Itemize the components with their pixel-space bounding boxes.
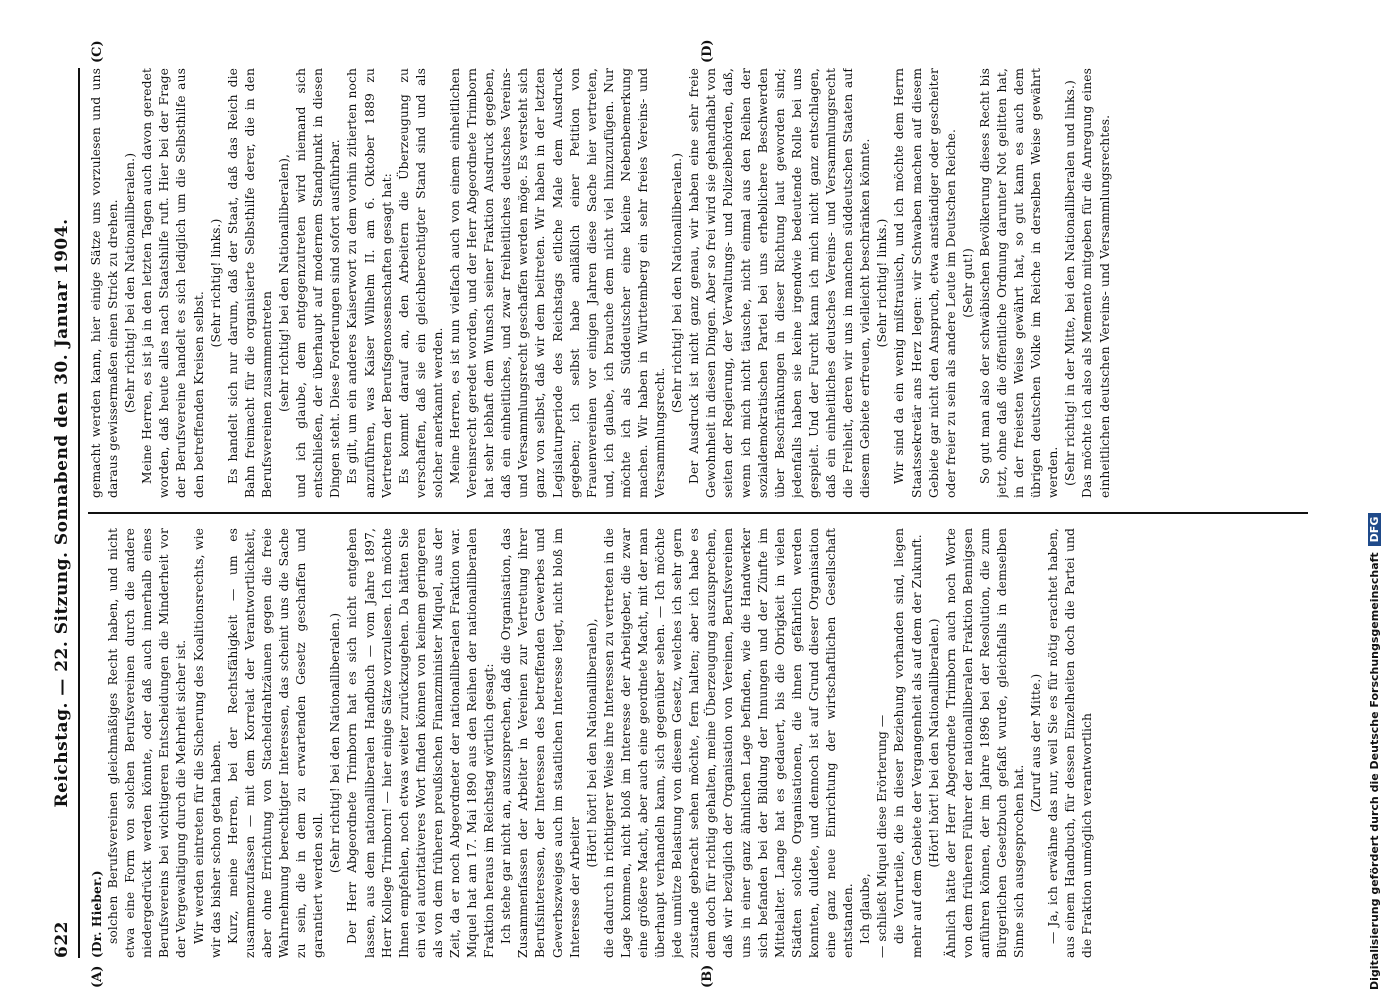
paragraph: Das möchte ich also als Memento mitgeben für die Anregung eines einheitlichen deutschen Vereins- und Versammlungsrechtes. xyxy=(1080,68,1112,498)
interjection: (Zuruf aus der Mitte.) xyxy=(1029,673,1044,813)
paragraph: Meine Herren, es ist nun vielfach auch von einem einheitlichen Vereinsrecht geredet worden, und der Herr Abgeordnete Trimborn hat sehr lebhaft dem Wunsch seiner Fraktion Ausdruck gegeben, daß ein einheitliches, und zwar freiheitliches deutsches Vereins- und Versammlungsrecht geschaffen werden möge. Es versteht sich ganz von selbst, daß wir dem beitreten. Wir haben in der letzten Legislaturperiode des Reichstags etliche Male dem Ausdruck gegeben; ich selbst habe anläßlich einer Petition von Frauenvereinen vor einigen Jahren diese Sache hier vertreten, und, ich glaube, ich brauche dem nicht viel hinzuzufügen. Nur möchte ich als Süddeutscher eine kleine Nebenbemerkung machen. Wir haben in Württemberg ein sehr freies Vereins- und Versammlungsrecht. xyxy=(447,68,668,498)
paragraph: Der Ausdruck ist nicht ganz genau, wir haben eine sehr freie Gewohnheit in diesen Dingen. Aber so frei wird sie gehandhabt von seiten der Regierung, der Verwaltungs- und Polizeibehörden, daß, wenn ich mich nicht täusche, nicht einmal aus den Reihen der sozialdemokratischen Partei bei uns erheblichere Beschwerden über Beschränkungen in dieser Richtung laut geworden sind; jedenfalls haben sie keine irgendwie bedeutende Rolle bei uns gespielt. Und der Furcht kann ich mich nicht ganz entschlagen, daß ein einheitliches deutsches Vereins- und Versammlungsrecht die Freiheit, deren wir uns in manchen süddeutschen Staaten auf diesem Gebiete erfreuen, vielleicht beschränken könnte. xyxy=(687,68,873,498)
right-column xyxy=(88,68,1308,498)
paragraph: So gut man also der schwäbischen Bevölkerung dieses Recht bis jetzt, ohne daß die öffentliche Ordnung darunter Not gelitten hat, in der freiesten Weise gewährt hat, so gut kann es auch dem übrigen deutschen Volke im Reiche in derselben Weise gewährt werden. xyxy=(977,68,1061,498)
interjection: (Hört! hört! bei den Nationalliberalen.) xyxy=(926,618,941,868)
quote: die dadurch in richtigerer Weise ihre Interessen zu vertreten in die Lage kommen, nicht bloß im Interesse der Arbeitgeber, die zwar eine größere Macht, aber auch eine geordnete Macht, mit der man überhaupt verhandeln kann, sich gegenüber sehen. — Ich möchte jede unnütze Belastung von diesem Gesetz, welches ich sehr gern zustande gebracht sehen möchte, fern halten; aber ich habe es dem doch für richtig gehalten, meine Überzeugung auszusprechen, daß wir bezüglich der Organisation von Vereinen, Berufsvereinen uns in einer ganz ähnlichen Lage befinden, wie die Handwerker sich befanden bei der Bildung der Innungen und der Zünfte im Mittelalter. Lange hat es gedauert, bis die Obrigkeit in vielen Städten solche Organisationen, die ihnen gefährlich werden konnten, duldete, und dennoch ist auf Grund dieser Organisation eine ganz neue Einrichtung der wirtschaftlichen Gesellschaft entstanden. xyxy=(601,528,856,958)
interjection: (Sehr gut!) xyxy=(960,248,975,318)
column-divider xyxy=(88,512,1308,514)
marker-b: (B) xyxy=(700,964,715,988)
paragraph: gemacht werden kann, hier einige Sätze uns vorzulesen und uns daraus gewissermaßen einen Strick zu drehen. xyxy=(89,68,121,498)
interjection: (Sehr richtig! in der Mitte, bei den Nationalliberalen und links.) xyxy=(1063,80,1078,486)
page-header xyxy=(50,68,76,958)
marker-a: (A) xyxy=(90,965,105,988)
paragraph: Es gilt, um ein anderes Kaiserwort zu dem vorhin zitierten noch anzuführen, was Kaiser Wilhelm II. am 6. Oktober 1889 zu Vertretern der Berufsgenossenschaften gesagt hat: xyxy=(345,68,394,498)
paragraph: — Ja, ich erwähne das nur, weil Sie es für nötig erachtet haben, aus einem Handbuch, für dessen Einzelheiten doch die Partei und die Fraktion unmöglich verantwortlich xyxy=(1046,528,1095,958)
paragraph: — schließt Miquel diese Erörterung — xyxy=(875,714,890,958)
page-number: 622 xyxy=(52,921,72,958)
dfg-logo: DFG xyxy=(1368,513,1381,547)
marker-d: (D) xyxy=(700,39,715,63)
funding-text: Digitalisierung gefördert durch die Deutsche Forschungsgemeinschaft xyxy=(1368,552,1381,990)
paragraph: Kurz, meine Herren, bei der Rechtsfähigkeit — um es zusammenzufassen — mit dem Korrelat der Verantwortlichkeit, aber ohne Errichtung von Stacheldrahtzäunen gegen die freie Wahrnehmung berechtigter Interessen, das scheint uns die Sache zu sein, die in dem zu erwartenden Gesetz geschaffen und garantiert werden soll. xyxy=(225,528,326,958)
paragraph: Der Herr Abgeordnete Trimborn hat es sich nicht entgehen lassen, aus dem nationalliberalen Handbuch — vom Jahre 1897, Herr Kollege Trimborn! — hier einige Sätze vorzulesen. Ich möchte Ihnen empfehlen, noch etwas weiter zurückzugehen. Da hätten Sie ein viel autoritativeres Wort finden können von keinem geringeren als von dem früheren preußischen Finanzminister Miquel, aus der Zeit, da er noch Abgeordneter der nationalliberalen Fraktion war. Miquel hat am 17. Mai 1890 aus den Reihen der nationalliberalen Fraktion heraus im Reichstag wörtlich gesagt: xyxy=(345,528,497,958)
paragraph: Ähnlich hätte der Herr Abgeordnete Trimborn auch noch Worte von dem früheren Führer der nationalliberalen Fraktion Bennigsen anführen können, der im Jahre 1896 bei der Resolution, die zum Bürgerlichen Gesetzbuch gefaßt wurde, gleichfalls in demselben Sinne sich ausgesprochen hat. xyxy=(943,528,1027,958)
quote: die Vorurteile, die in dieser Beziehung vorhanden sind, liegen mehr auf dem Gebiete der Vergangenheit als auf dem der Zukunft. xyxy=(892,528,924,958)
rotated-page xyxy=(50,39,1330,988)
paragraph: solchen Berufsvereinen gleichmäßiges Recht haben, und nicht etwa eine Form von solchen Berufsvereinen durch die andere niedergedrückt werden könnte, oder daß auch innerhalb eines Berufsvereins bei wichtigeren Entscheidungen die Minderheit vor der Vergewaltigung durch die Mehrheit sicher ist. xyxy=(106,528,189,958)
paragraph: und ich glaube, dem entgegenzutreten wird niemand sich entschließen, der überhaupt auf modernem Standpunkt in diesen Dingen steht. Diese Forderungen sind sofort ausführbar. xyxy=(294,68,343,498)
marker-c: (C) xyxy=(90,40,105,63)
interjection: (Sehr richtig! links.) xyxy=(208,218,223,348)
page-title: Reichstag. — 22. Sitzung. Sonnabend den 30. Januar 1904. xyxy=(52,218,72,808)
paragraph: Wir werden eintreten für die Sicherung des Koalitionsrechts, wie wir das bisher schon getan haben. xyxy=(191,528,223,958)
interjection: (Sehr richtig! bei den Nationalliberalen.) xyxy=(123,152,138,414)
quote: Ich stehe gar nicht an, auszusprechen, daß die Organisation, das Zusammenfassen der Arbeiter in Vereinen zur Vertretung ihrer Berufsinteressen, der Interessen des betreffenden Gewerbes und Gewerbszweiges auch im staatlichen Interesse liegt, nicht bloß im Interesse der Arbeiter xyxy=(499,528,582,958)
interjection: (Hört! hört! bei den Nationalliberalen), xyxy=(584,618,599,868)
interjection: (Sehr richtig! bei den Nationalliberalen.) xyxy=(670,152,685,414)
header-rule xyxy=(78,68,80,958)
paragraph: Es handelt sich nur darum, daß der Staat, daß das Reich die Bahn freimacht für die organisierte Selbsthilfe derer, die in den Berufsvereinen zusammentreten xyxy=(225,68,274,498)
left-column xyxy=(88,528,1308,958)
paragraph: Meine Herren, es ist ja in den letzten Tagen auch davon geredet worden, daß heute alles nach Staatshilfe ruft. Hier bei der Frage der Berufsvereine handelt es sich lediglich um die Selbsthilfe aus den betreffenden Kreisen selbst. xyxy=(140,68,206,498)
paragraph: Ich glaube, xyxy=(858,873,873,944)
interjection: (sehr richtig! bei den Nationalliberalen), xyxy=(277,153,292,413)
interjection: (Sehr richtig! bei den Nationalliberalen.) xyxy=(328,612,343,874)
paragraph: Wir sind da ein wenig mißtrauisch, und ich möchte dem Herrn Staatssekretär ans Herz legen: wir Schwaben machen auf diesem Gebiete gar nicht den Anspruch, etwa anständiger oder gescheiter oder freier zu sein als andere Leute im Deutschen Reiche. xyxy=(892,68,958,498)
speaker-label: (Dr. Hieber.) xyxy=(89,870,104,958)
interjection: (Sehr richtig! links.) xyxy=(875,218,890,348)
funding-note xyxy=(1368,0,1383,990)
quote: Es kommt darauf an, den Arbeitern die Überzeugung zu verschaffen, daß sie ein gleichberechtigter Stand sind und als solcher anerkannt werden. xyxy=(396,68,445,498)
